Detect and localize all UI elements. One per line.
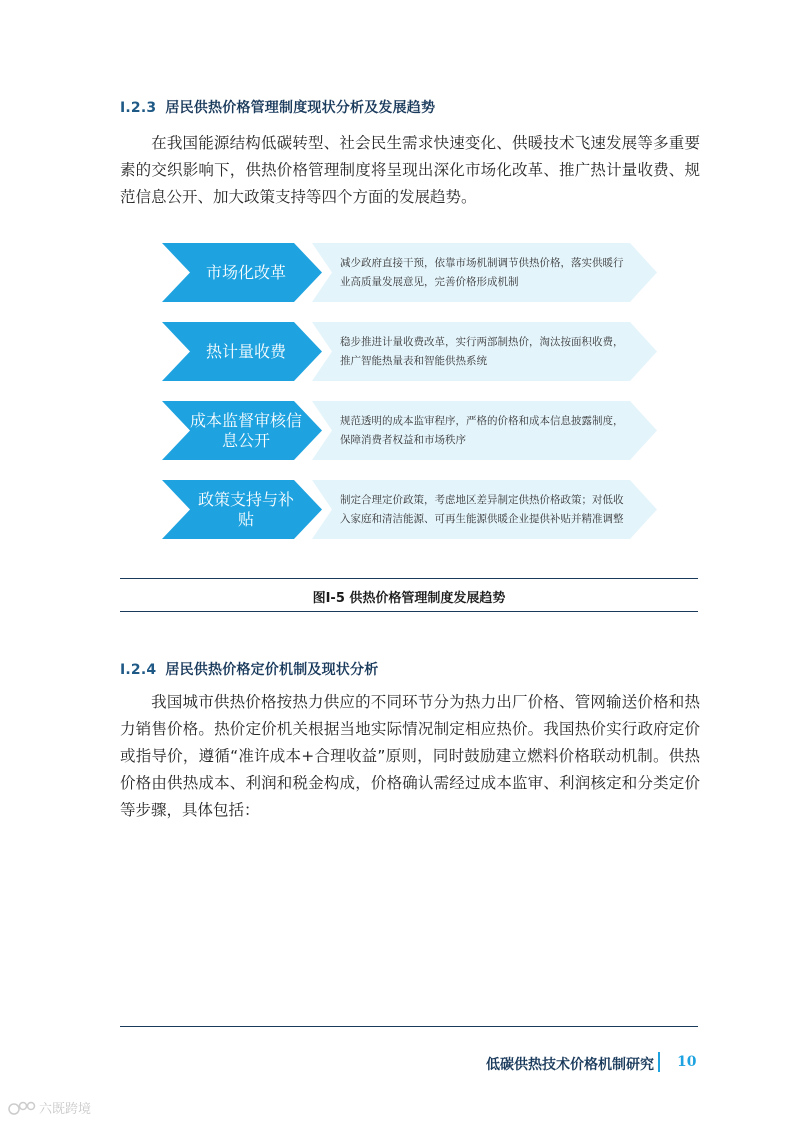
trend-row [162,322,657,381]
section-heading [120,97,435,117]
section-number: I.2.4 [120,662,157,678]
section-heading [120,659,378,679]
trend-label: 成本监督审核信息公开 [190,410,303,450]
trend-label: 政策支持与补贴 [197,489,294,529]
trend-description: 规范透明的成本监审程序，严格的价格和成本信息披露制度，保障消费者权益和市场秩序 [340,414,624,446]
footer-rule [120,1026,698,1027]
section-paragraph [120,130,700,211]
figure-caption: 图I-5 供热价格管理制度发展趋势 [312,591,506,606]
section-title: 居民供热价格管理制度现状分析及发展趋势 [165,100,436,116]
footer-separator [658,1052,660,1072]
caption-top-rule [120,578,698,579]
trend-row [162,243,657,302]
trend-description: 制定合理定价政策，考虑地区差异制定供热价格政策；对低收入家庭和清洁能源、可再生能源供暖企业提供补贴并精准调整 [340,493,624,525]
section-number: I.2.3 [120,100,157,116]
watermark-logo-icon [8,1100,36,1116]
watermark [8,1098,91,1117]
trend-label: 市场化改革 [205,262,286,282]
trend-diagram [162,243,657,559]
section-paragraph [120,689,700,824]
footer-title: 低碳供热技术价格机制研究 [486,1057,654,1073]
trend-description: 稳步推进计量收费改革，实行两部制热价，淘汰按面积收费，推广智能热量表和智能供热系统 [340,335,624,367]
paragraph-text: 在我国能源结构低碳转型、社会民生需求快速变化、供暖技术飞速发展等多重要素的交织影响下，供热价格管理制度将呈现出深化市场化改革、推广热计量收费、规范信息公开、加大政策支持等四个方面的发展趋势。 [120,134,700,206]
trend-description: 减少政府直接干预，依靠市场机制调节供热价格，落实供暖行业高质量发展意见，完善价格形成机制 [340,256,624,288]
trend-row [162,401,657,460]
section-title: 居民供热价格定价机制及现状分析 [165,662,379,678]
paragraph-text: 我国城市供热价格按热力供应的不同环节分为热力出厂价格、管网输送价格和热力销售价格。热价定价机关根据当地实际情况制定相应热价。我国热价实行政府定价或指导价，遵循“准许成本+合理收益”原则，同时鼓励建立燃料价格联动机制。供热价格由供热成本、利润和税金构成，价格确认需经过成本监审、利润核定和分类定价等步骤，具体包括： [120,693,700,819]
trend-label: 热计量收费 [205,341,286,361]
trend-row [162,480,657,539]
page-number: 10 [677,1054,697,1070]
caption-bottom-rule [120,611,698,612]
watermark-text: 六既跨境 [39,1102,92,1117]
